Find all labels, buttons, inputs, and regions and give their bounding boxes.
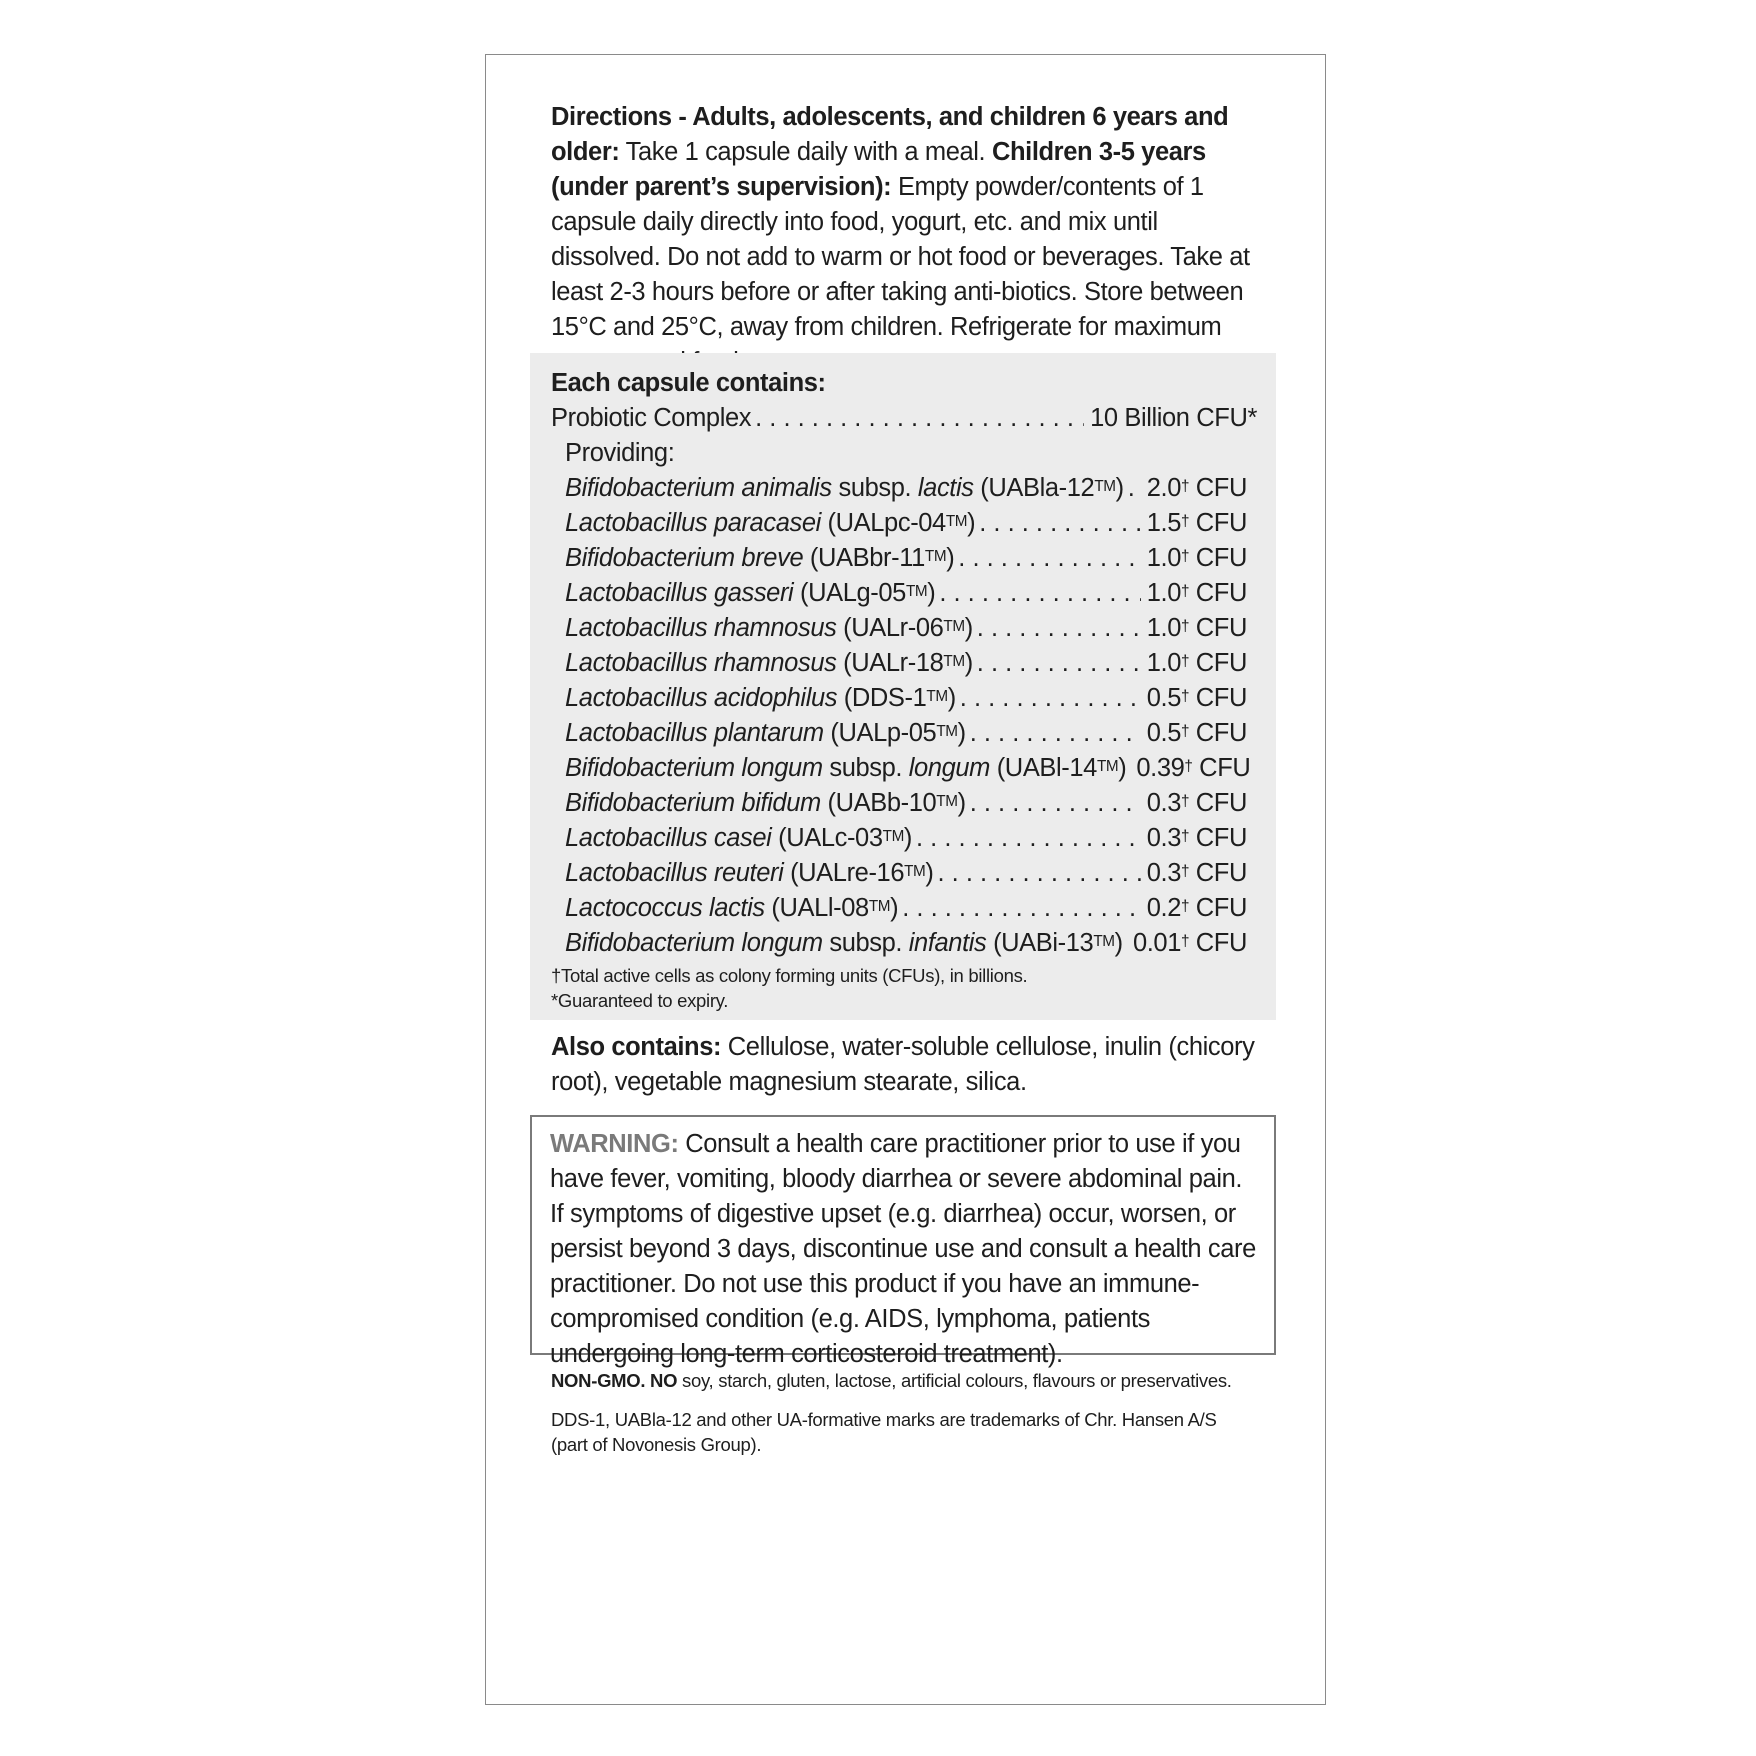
also-contains-label: Also contains: [551, 1033, 722, 1061]
strain-row [551, 576, 1257, 611]
trademark-mark: TM [924, 548, 947, 565]
strain-unit: CFU [1192, 754, 1251, 782]
leader-dots [970, 786, 1141, 821]
strain-value: 1.0 [1146, 614, 1181, 642]
strain-code-close: ) [964, 614, 973, 642]
leader-dots [979, 506, 1140, 541]
strain-value: 2.0 [1146, 474, 1181, 502]
strain-subsp-label: subsp. [831, 474, 918, 502]
providing-label: Providing: [565, 439, 675, 467]
strain-genus: Bifidobacterium bifidum [565, 789, 821, 817]
footnote-dagger: †Total active cells as colony forming units (CFUs), in billions. [551, 965, 1028, 986]
strain-value: 0.5 [1146, 719, 1181, 747]
strain-genus: Bifidobacterium longum [565, 929, 823, 957]
leader-dots [1128, 471, 1141, 506]
leader-dots [939, 576, 1140, 611]
warning-text: Consult a health care practitioner prior to use if you have fever, vomiting, bloody diarrhea or severe abdominal pain. If symptoms of digestive upset (e.g. diarrhea) occur, worsen, or persist beyond 3 days, discontinue use and consult a health care practitioner. Do not use this product if you have an immune-compromised condition (e.g. AIDS, lymphoma, patients undergoing long-term corticosteroid treatment). [550, 1130, 1256, 1368]
composition-heading: Each capsule contains: [551, 369, 826, 397]
directions-children-text: Empty powder/contents of 1 capsule daily directly into food, yogurt, etc. and mix until dissolved. Do not add to warm or hot food or beverages. Take at least 2-3 hours before or after taking anti-biotics. Store between 15°C and 25°C, away from children. Refrigerate for maximum [551, 173, 1250, 341]
strain-amount [1147, 681, 1247, 716]
warning-paragraph [550, 1127, 1260, 1372]
strain-amount [1147, 506, 1247, 541]
strain-amount [1147, 891, 1247, 926]
strain-row [551, 926, 1257, 961]
strain-amount [1147, 646, 1247, 681]
strain-amount [1147, 786, 1247, 821]
strain-row [551, 856, 1257, 891]
trademark-mark: TM [1096, 758, 1119, 775]
leader-dots [755, 401, 1084, 436]
strain-value: 0.3 [1146, 789, 1181, 817]
strain-code: (UABi-13 [986, 929, 1094, 957]
strain-row [551, 681, 1257, 716]
footnote-star: *Guaranteed to expiry. [551, 990, 729, 1011]
strain-code: (UABla-12 [973, 474, 1095, 502]
trademark-statement: DDS-1, UABla-12 and other UA-formative marks are trademarks of Chr. Hansen A/S (part of Novonesis Group). [551, 1409, 1217, 1455]
strain-row [551, 471, 1257, 506]
leader-dots [916, 821, 1141, 856]
strain-code: (UABl-14 [990, 754, 1097, 782]
strain-genus: Lactobacillus gasseri [565, 579, 794, 607]
strain-unit: CFU [1189, 509, 1247, 537]
strain-unit: CFU [1189, 684, 1247, 712]
strain-row [551, 646, 1257, 681]
leader-dots [970, 716, 1141, 751]
strain-value: 1.0 [1146, 579, 1181, 607]
strain-amount [1133, 926, 1247, 961]
trademark-mark: TM [1093, 933, 1115, 950]
strain-name [565, 576, 935, 611]
strain-amount [1147, 856, 1247, 891]
strain-subspecies: longum [908, 754, 991, 782]
dagger-mark: † [1184, 758, 1193, 775]
dagger-mark: † [1180, 688, 1190, 705]
strain-name [565, 716, 966, 751]
strain-code: (UALg-05 [793, 579, 906, 607]
strain-row [551, 506, 1257, 541]
strain-value: 1.0 [1146, 544, 1181, 572]
label-panel [485, 54, 1326, 1705]
strain-row [551, 751, 1257, 786]
strain-unit: CFU [1189, 719, 1247, 747]
trademark-mark: TM [905, 583, 928, 600]
strain-name [565, 926, 1123, 961]
strain-code: (UABbr-11 [803, 544, 925, 572]
non-gmo-bold: NON-GMO. NO [551, 1370, 678, 1391]
directions-adult-text: Take 1 capsule daily with a meal. [619, 138, 992, 166]
strain-subspecies: lactis [917, 474, 974, 502]
strain-code-close: ) [1114, 929, 1123, 957]
strain-code-close: ) [957, 719, 966, 747]
strain-name [565, 681, 956, 716]
trademark-mark: TM [904, 863, 926, 880]
dagger-mark: † [1180, 828, 1190, 845]
strain-name [565, 611, 973, 646]
dagger-mark: † [1180, 793, 1190, 810]
dagger-mark: † [1180, 478, 1190, 495]
directions-heading: Directions - Adults, adolescents, and children 6 years and older: [551, 103, 1229, 166]
strain-genus: Bifidobacterium animalis [565, 474, 832, 502]
complex-amount: 10 Billion CFU* [1090, 404, 1257, 432]
strain-code-close: ) [957, 789, 966, 817]
strain-genus: Lactobacillus reuteri [565, 859, 784, 887]
warning-label: WARNING: [550, 1130, 679, 1158]
strain-subsp-label: subsp. [822, 754, 909, 782]
strain-genus: Lactobacillus acidophilus [565, 684, 838, 712]
leader-dots [902, 891, 1141, 926]
strain-name [565, 856, 934, 891]
strain-code: (UALp-05 [823, 719, 937, 747]
strain-name [565, 751, 1126, 786]
strain-unit: CFU [1189, 929, 1247, 957]
strain-code: (UALpc-04 [820, 509, 946, 537]
strain-amount [1136, 751, 1250, 786]
strain-code-close: ) [903, 824, 913, 852]
strain-value: 0.5 [1146, 684, 1181, 712]
strain-name [565, 471, 1124, 506]
strain-name [565, 646, 973, 681]
strain-code-close: ) [890, 894, 899, 922]
also-contains-paragraph [551, 1030, 1257, 1100]
strain-code-close: ) [1118, 754, 1127, 782]
strain-unit: CFU [1189, 824, 1247, 852]
strain-row [551, 786, 1257, 821]
strain-genus: Lactobacillus paracasei [565, 509, 821, 537]
strain-code: (DDS-1 [837, 684, 927, 712]
strain-code: (UABb-10 [820, 789, 937, 817]
strain-value: 0.01 [1132, 929, 1181, 957]
trademark-mark: TM [936, 723, 958, 740]
strain-unit: CFU [1189, 649, 1247, 677]
dagger-mark: † [1180, 548, 1190, 565]
strain-amount [1147, 821, 1247, 856]
leader-dots [960, 681, 1141, 716]
directions-children-heading: Children 3-5 years (under parent’s supervision): [551, 138, 1206, 201]
directions-paragraph [551, 100, 1257, 380]
strain-row [551, 716, 1257, 751]
strain-row [551, 891, 1257, 926]
directions-section [551, 100, 1257, 380]
strain-name [565, 541, 954, 576]
complex-name: Probiotic Complex [551, 404, 752, 432]
strain-genus: Bifidobacterium longum [565, 754, 823, 782]
strain-genus: Lactobacillus rhamnosus [565, 649, 837, 677]
strain-amount [1147, 471, 1247, 506]
strain-amount [1147, 611, 1247, 646]
dagger-mark: † [1180, 723, 1190, 740]
trademark-mark: TM [882, 828, 904, 845]
strain-unit: CFU [1189, 789, 1247, 817]
strain-code-close: ) [964, 649, 973, 677]
strain-unit: CFU [1189, 474, 1247, 502]
dagger-mark: † [1180, 933, 1190, 950]
dagger-mark: † [1180, 583, 1190, 600]
leader-dots [958, 541, 1140, 576]
dagger-mark: † [1180, 618, 1190, 635]
strain-code: (UALre-16 [783, 859, 905, 887]
strain-name [565, 891, 898, 926]
dagger-mark: † [1180, 863, 1190, 880]
dagger-mark: † [1180, 898, 1190, 915]
strain-row [551, 821, 1257, 856]
strain-unit: CFU [1189, 579, 1247, 607]
leader-dots [938, 856, 1141, 891]
strain-name [565, 821, 912, 856]
dagger-mark: † [1180, 653, 1190, 670]
strain-amount [1147, 576, 1247, 611]
strain-amount [1147, 541, 1247, 576]
strain-name [565, 786, 966, 821]
strain-unit: CFU [1189, 614, 1247, 642]
strain-value: 0.3 [1146, 859, 1181, 887]
probiotic-complex-row [551, 401, 1257, 436]
trademark-mark: TM [945, 513, 968, 530]
trademark-mark: TM [943, 653, 965, 670]
strain-genus: Lactobacillus plantarum [565, 719, 824, 747]
strain-code: (UALr-18 [836, 649, 944, 677]
strain-name [565, 506, 975, 541]
composition-box [530, 353, 1276, 1020]
strain-code-close: ) [967, 509, 976, 537]
trademark-mark: TM [868, 898, 891, 915]
strain-genus: Bifidobacterium breve [565, 544, 804, 572]
strain-code-close: ) [946, 544, 955, 572]
strain-unit: CFU [1189, 859, 1247, 887]
leader-dots [977, 611, 1141, 646]
strain-unit: CFU [1189, 894, 1247, 922]
strain-row [551, 541, 1257, 576]
strain-code: (UALr-06 [836, 614, 944, 642]
strain-value: 1.0 [1146, 649, 1181, 677]
strain-code-close: ) [927, 579, 936, 607]
also-contains-text: Cellulose, water-soluble cellulose, inulin (chicory root), vegetable magnesium stearate, silica. [551, 1033, 1255, 1096]
strain-code: (UALc-03 [771, 824, 883, 852]
strain-subspecies: infantis [908, 929, 987, 957]
also-contains-section [551, 1030, 1257, 1100]
trademark-mark: TM [936, 793, 958, 810]
trademark-mark: TM [926, 688, 948, 705]
dagger-mark: † [1180, 513, 1190, 530]
strain-code: (UALl-08 [764, 894, 869, 922]
strain-amount [1147, 716, 1247, 751]
strain-genus: Lactobacillus casei [565, 824, 772, 852]
strain-unit: CFU [1189, 544, 1247, 572]
trademark-mark: TM [1094, 478, 1116, 495]
strain-code-close: ) [925, 859, 934, 887]
trademark-mark: TM [943, 618, 965, 635]
strain-genus: Lactobacillus rhamnosus [565, 614, 837, 642]
non-gmo-statement [551, 1368, 1271, 1393]
strain-value: 0.39 [1136, 754, 1185, 782]
leader-dots [977, 646, 1141, 681]
non-gmo-text: soy, starch, gluten, lactose, artificial colours, flavours or preservatives. [677, 1370, 1232, 1391]
warning-box [530, 1115, 1276, 1368]
strain-genus: Lactococcus lactis [565, 894, 765, 922]
strain-subsp-label: subsp. [822, 929, 909, 957]
strain-row [551, 611, 1257, 646]
strain-code-close: ) [1115, 474, 1124, 502]
strain-value: 0.2 [1146, 894, 1181, 922]
strain-value: 0.3 [1146, 824, 1181, 852]
strain-value: 1.5 [1146, 509, 1181, 537]
strain-list [551, 471, 1257, 961]
strain-code-close: ) [947, 684, 956, 712]
